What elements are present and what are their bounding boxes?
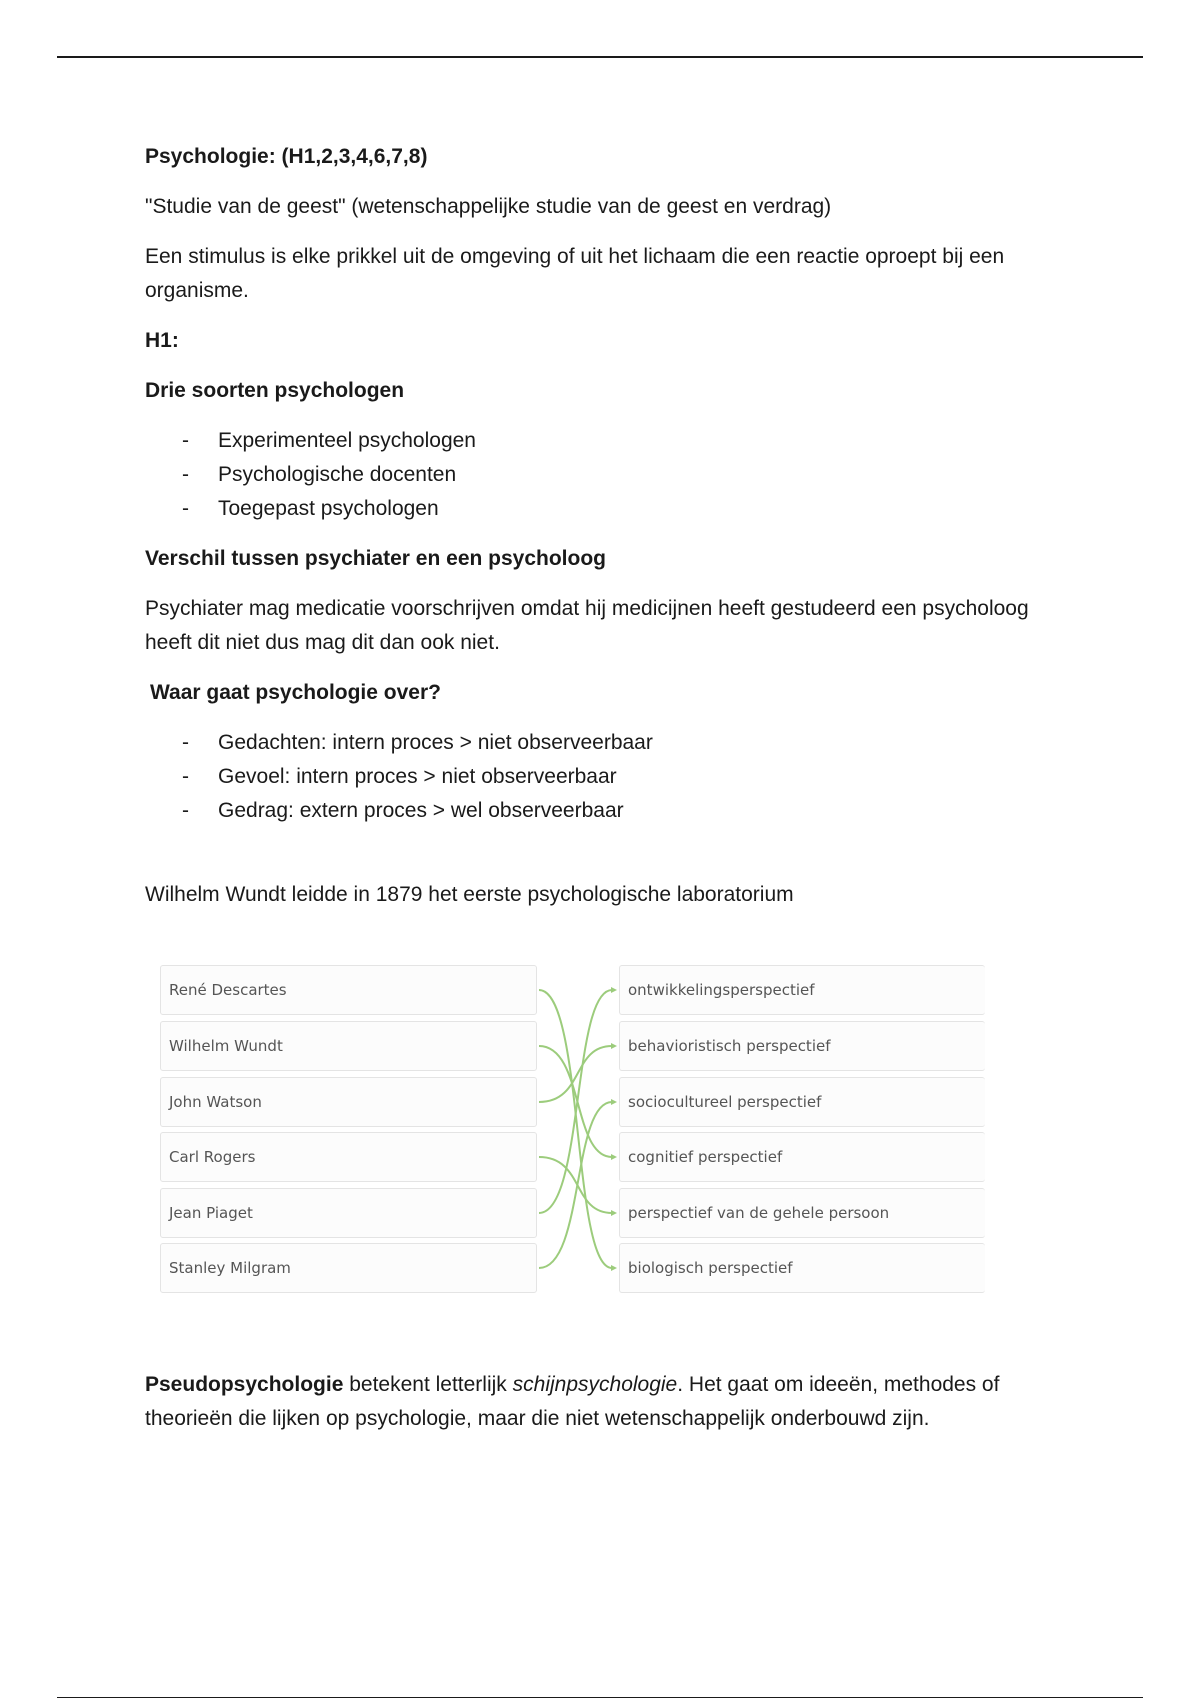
connection-arrowhead (611, 987, 617, 993)
match-right-item: cognitief perspectief (619, 1132, 985, 1182)
pseudo-paragraph: Pseudopsychologie betekent letterlijk schijnpsychologie. Het gaat om ideeën, methodes of theorieën die lijken op psychologie, maar die niet wetenschappelijk onderbouwd zijn. (145, 1373, 1000, 1430)
connection-line (539, 1157, 612, 1213)
pseudo-term: Pseudopsychologie (145, 1373, 344, 1396)
page-title: Psychologie: (H1,2,3,4,6,7,8) (145, 145, 428, 168)
dash-bullet: - (182, 429, 189, 452)
match-left-item: René Descartes (160, 965, 537, 1015)
list-item: - Experimenteel psychologen (145, 424, 1045, 458)
about-list (145, 726, 1045, 828)
dash-bullet: - (182, 463, 189, 486)
match-right-item: ontwikkelingsperspectief (619, 965, 985, 1015)
connection-line (539, 990, 612, 1268)
top-rule (57, 56, 1143, 58)
document-body (145, 140, 1045, 912)
match-right-item: sociocultureel perspectief (619, 1077, 985, 1127)
list-item: - Gevoel: intern proces > niet observeerbaar (145, 760, 1045, 794)
chapter-heading: H1: (145, 329, 179, 352)
connection-arrowhead (611, 1099, 617, 1105)
connection-line (539, 1102, 612, 1268)
pseudo-italic: schijnpsychologie (512, 1373, 678, 1396)
types-heading: Drie soorten psychologen (145, 379, 405, 402)
difference-heading: Verschil tussen psychiater en een psycholoog (145, 547, 606, 570)
match-left-item: Wilhelm Wundt (160, 1021, 537, 1071)
bottom-rule (57, 1697, 1143, 1698)
list-item: - Gedrag: extern proces > wel observeerbaar (145, 794, 1045, 828)
wundt-text: Wilhelm Wundt leidde in 1879 het eerste psychologische laboratorium (145, 883, 794, 906)
connection-arrowhead (611, 1043, 617, 1049)
list-item: - Gedachten: intern proces > niet observeerbaar (145, 726, 1045, 760)
types-list (145, 424, 1045, 526)
difference-text: Psychiater mag medicatie voorschrijven omdat hij medicijnen heeft gestudeerd een psycholoog heeft dit niet dus mag dit dan ook niet. (145, 597, 1029, 654)
dash-bullet: - (182, 765, 189, 788)
match-right-item: biologisch perspectief (619, 1243, 985, 1293)
matching-exercise (150, 960, 985, 1300)
match-right-item: perspectief van de gehele persoon (619, 1188, 985, 1238)
match-right-item: behavioristisch perspectief (619, 1021, 985, 1071)
about-heading: Waar gaat psychologie over? (150, 681, 441, 704)
connection-arrowhead (611, 1265, 617, 1271)
match-left-item: John Watson (160, 1077, 537, 1127)
match-left-item: Jean Piaget (160, 1188, 537, 1238)
connection-arrowhead (611, 1210, 617, 1216)
definition-text: "Studie van de geest" (wetenschappelijke studie van de geest en verdrag) (145, 195, 832, 218)
list-item: - Toegepast psychologen (145, 492, 1045, 526)
stimulus-text: Een stimulus is elke prikkel uit de omgeving of uit het lichaam die een reactie oproept bij een organisme. (145, 245, 1005, 302)
connection-arrowhead (611, 1154, 617, 1160)
match-left-item: Carl Rogers (160, 1132, 537, 1182)
dash-bullet: - (182, 799, 189, 822)
dash-bullet: - (182, 497, 189, 520)
match-left-item: Stanley Milgram (160, 1243, 537, 1293)
list-item: - Psychologische docenten (145, 458, 1045, 492)
dash-bullet: - (182, 731, 189, 754)
